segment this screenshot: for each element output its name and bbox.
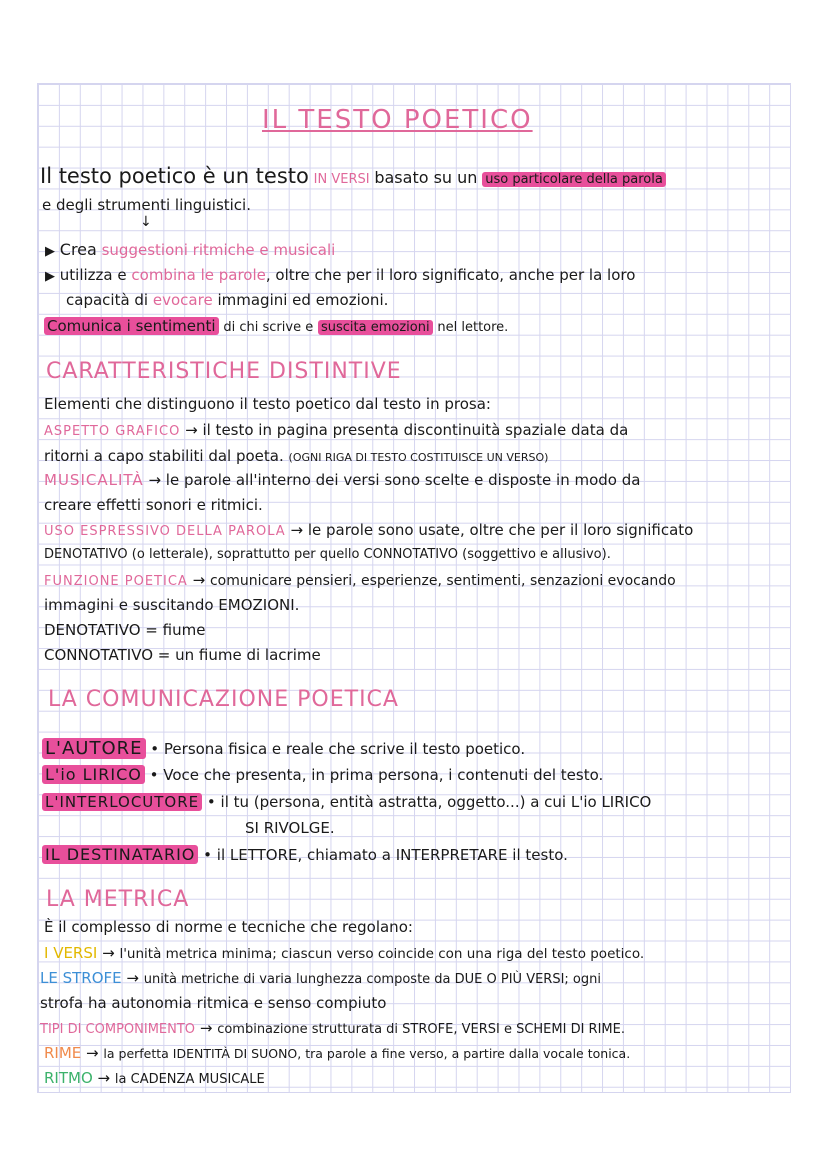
down-arrow-icon: ↓	[140, 214, 152, 230]
autore-row: L'AUTORE • Persona fisica e reale che scrive il testo poetico.	[42, 739, 525, 759]
triangle-bullet-icon: ▶	[45, 244, 55, 259]
io-lirico-row: L'io LIRICO • Voce che presenta, in prima persona, i contenuti del testo.	[42, 765, 603, 785]
ritmo-line: RITMO → la CADENZA MUSICALE	[44, 1069, 265, 1087]
interlocutore-row-2: SI RIVOLGE.	[245, 819, 335, 837]
arrow-icon: →	[290, 521, 304, 539]
funzione-poetica-line: FUNZIONE POETICA → comunicare pensieri, esperienze, sentimenti, senzazioni evocando	[44, 571, 676, 589]
aspetto-grafico-line-2: ritorni a capo stabiliti dal poeta. (OGNI RIGA DI TESTO COSTITUISCE UN VERSO)	[44, 447, 549, 465]
strofe-line-2: strofa ha autonomia ritmica e senso compiuto	[40, 994, 387, 1012]
tipi-line: TIPI DI COMPONIMENTO → combinazione strutturata di STROFE, VERSI e SCHEMI DI RIME.	[40, 1019, 625, 1037]
arrow-icon: →	[126, 969, 139, 987]
bullet-2: ▶ utilizza e combina le parole, oltre che per il loro significato, anche per la loro	[45, 266, 636, 284]
connotativo-example: CONNOTATIVO = un fiume di lacrime	[44, 646, 321, 664]
musicalita-line-2: creare effetti sonori e ritmici.	[44, 496, 263, 514]
musicalita-line: MUSICALITÀ → le parole all'interno dei versi sono scelte e disposte in modo da	[44, 471, 641, 489]
metrica-intro: È il complesso di norme e tecniche che regolano:	[44, 918, 413, 936]
arrow-icon: →	[97, 1069, 111, 1087]
interlocutore-row: L'INTERLOCUTORE • il tu (persona, entità astratta, oggetto...) a cui L'io LIRICO	[42, 792, 651, 812]
intro-line-1: Il testo poetico è un testo IN VERSI basato su un uso particolare della parola	[40, 166, 666, 190]
arrow-icon: →	[185, 421, 198, 439]
uso-espressivo-line-2: DENOTATIVO (o letterale), soprattutto per quello CONNOTATIVO (soggettivo e allusivo).	[44, 547, 611, 562]
arrow-icon: →	[148, 471, 162, 489]
carat-intro: Elementi che distinguono il testo poetico dal testo in prosa:	[44, 395, 491, 413]
section-heading-caratteristiche: CARATTERISTICHE DISTINTIVE	[46, 359, 402, 384]
aspetto-grafico-line: ASPETTO GRAFICO → il testo in pagina presenta discontinuità spaziale data da	[44, 421, 629, 439]
intro-line-2: e degli strumenti linguistici.	[42, 196, 251, 214]
page-title: IL TESTO POETICO	[262, 105, 533, 135]
denotativo-example: DENOTATIVO = fiume	[44, 621, 206, 639]
communicates-line: Comunica i sentimenti di chi scrive e suscita emozioni nel lettore.	[44, 316, 508, 338]
arrow-icon: →	[192, 571, 206, 589]
strofe-line: LE STROFE → unità metriche di varia lunghezza composte da DUE O PIÙ VERSI; ogni	[40, 969, 601, 987]
section-heading-comunicazione: LA COMUNICAZIONE POETICA	[48, 687, 399, 712]
rime-line: RIME → la perfetta IDENTITÀ DI SUONO, tra parole a fine verso, a partire dalla vocale tonica.	[44, 1044, 631, 1062]
arrow-icon: →	[199, 1019, 213, 1037]
section-heading-metrica: LA METRICA	[46, 887, 190, 912]
arrow-icon: →	[102, 944, 115, 962]
arrow-icon: →	[86, 1044, 99, 1062]
bullet-2-cont: capacità di evocare immagini ed emozioni.	[66, 291, 389, 309]
triangle-bullet-icon: ▶	[45, 269, 55, 284]
uso-espressivo-line: USO ESPRESSIVO DELLA PAROLA → le parole sono usate, oltre che per il loro significato	[44, 521, 694, 539]
funzione-poetica-line-2: immagini e suscitando EMOZIONI.	[44, 596, 300, 614]
bullet-1: ▶ Crea suggestioni ritmiche e musicali	[45, 240, 336, 259]
versi-line: I VERSI → l'unità metrica minima; ciascun verso coincide con una riga del testo poetico.	[44, 944, 645, 962]
destinatario-row: IL DESTINATARIO • il LETTORE, chiamato a INTERPRETARE il testo.	[42, 845, 568, 865]
